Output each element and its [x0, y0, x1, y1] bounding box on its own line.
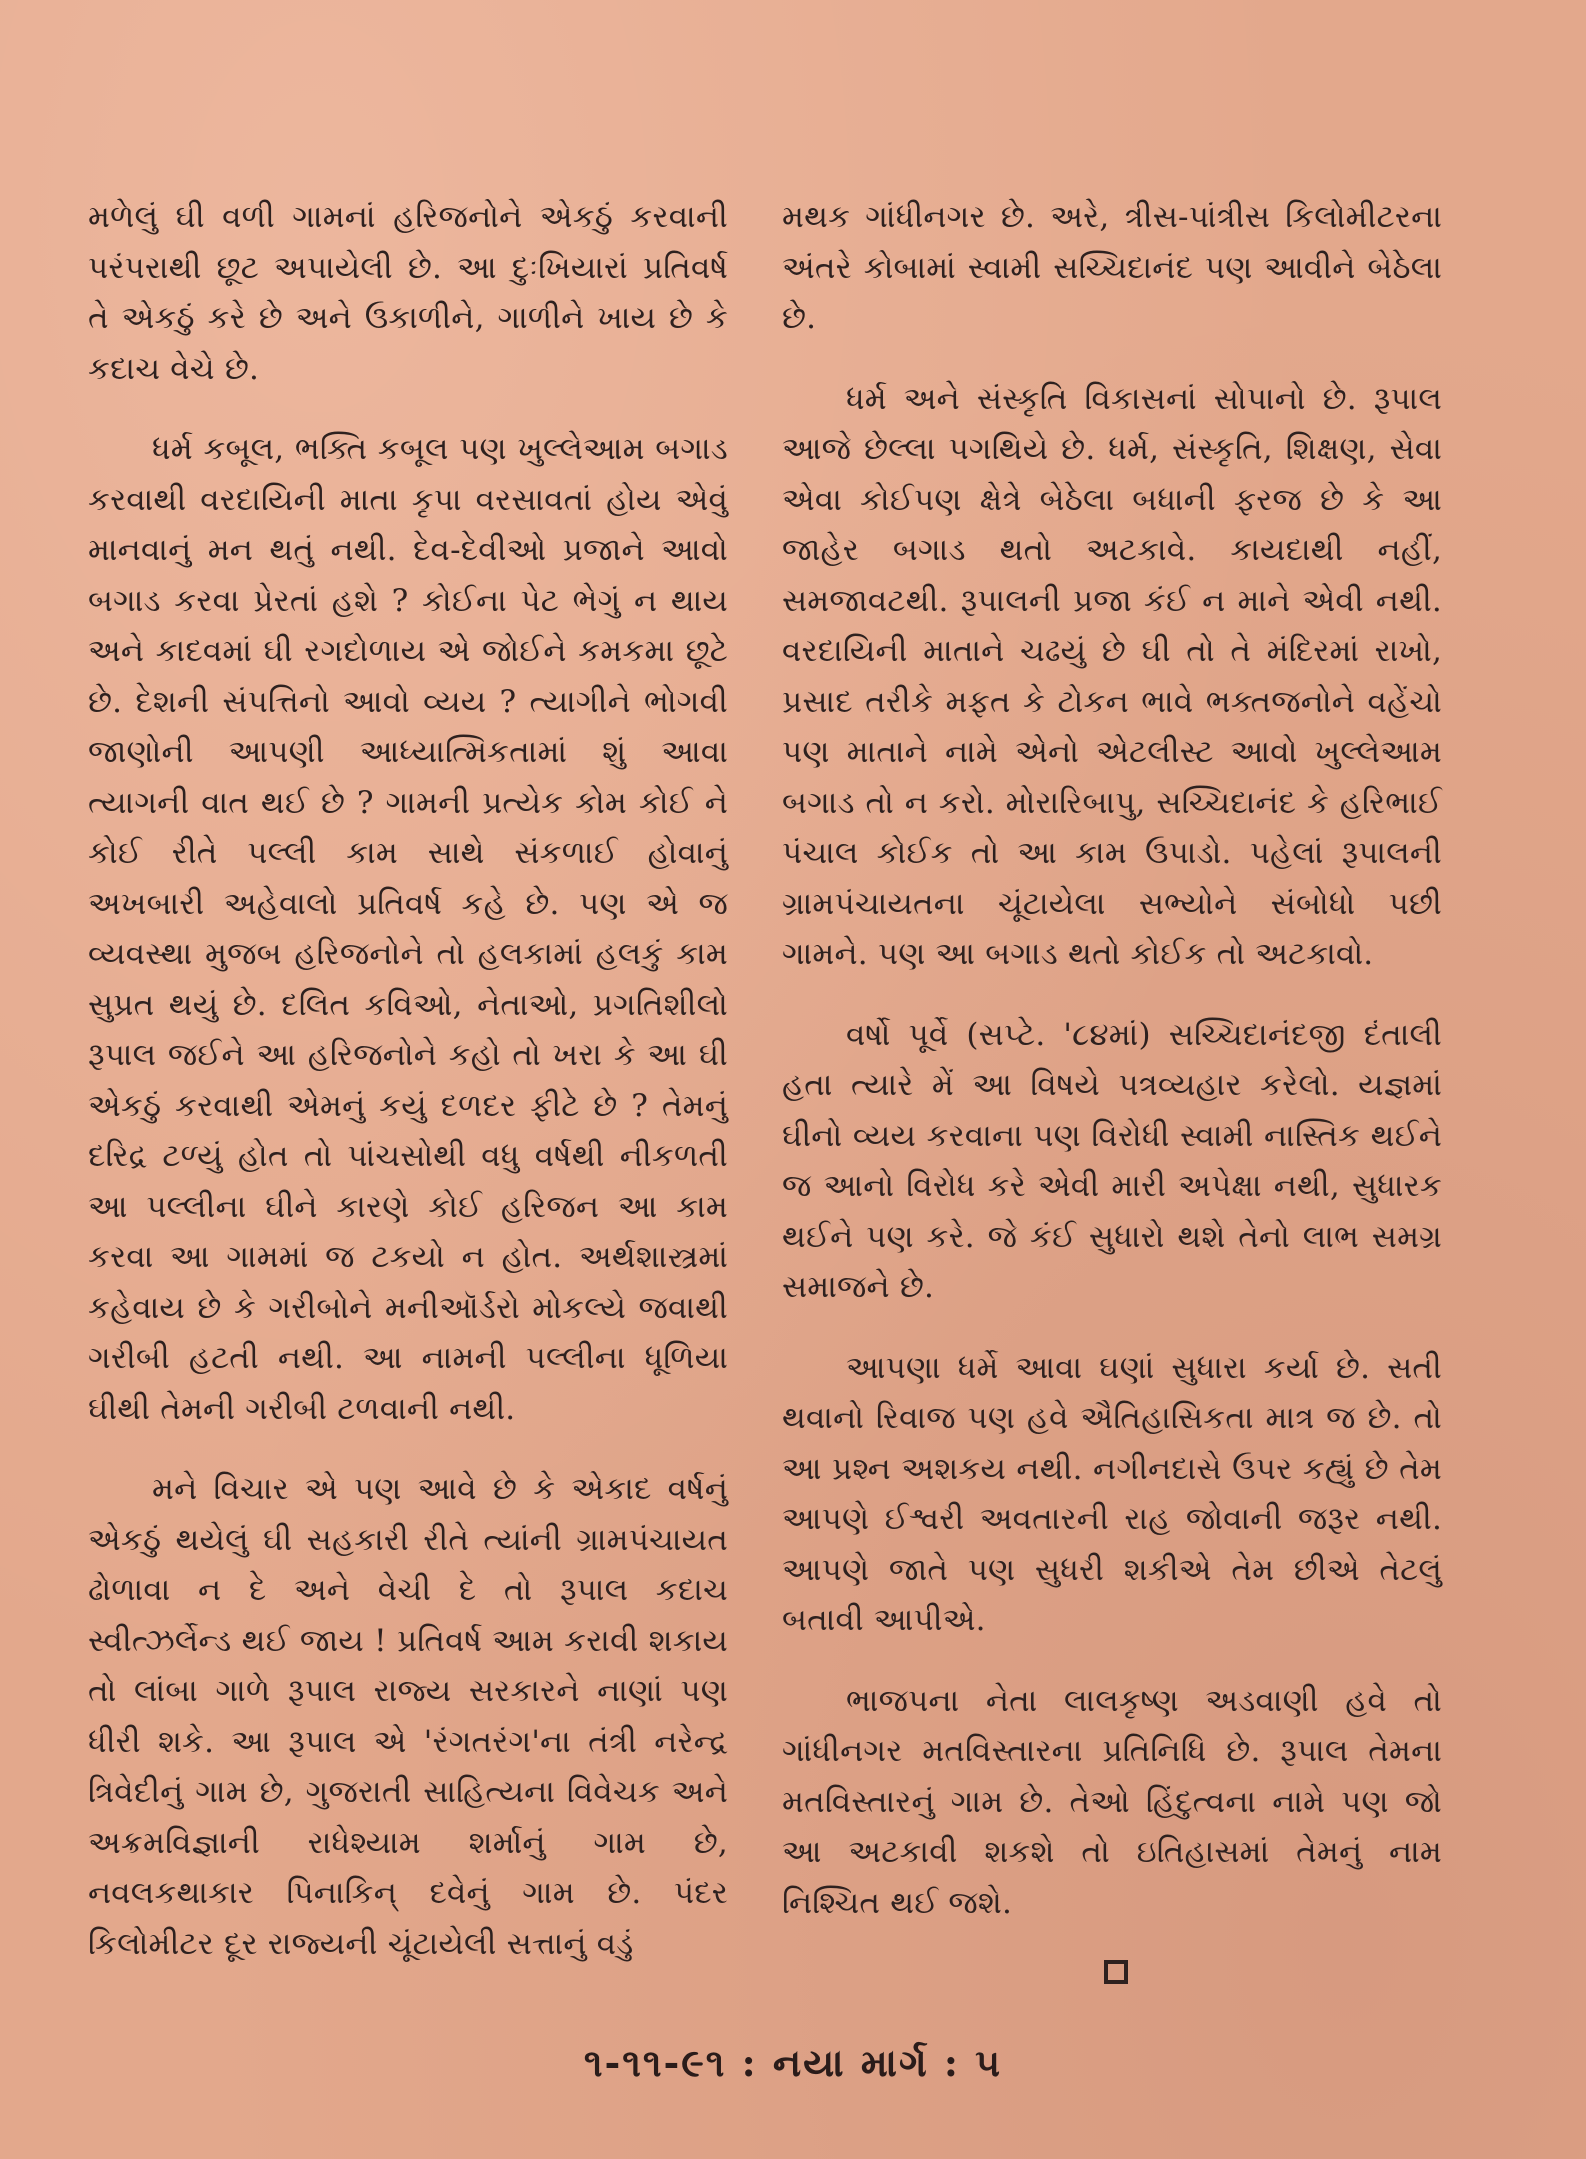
paragraph: મને વિચાર એ પણ આવે છે કે એકાદ વર્ષનું એકઠું થયેલું ઘી સહકારી રીતે ત્યાંની ગ્રામપંચાયત ઢોળાવા ન દે અને વેચી દે તો રૂપાલ કદાચ સ્વીત્ઝર્લેન્ડ થઈ જાય ! પ્રતિવર્ષ આમ કરાવી શકાય તો લાંબા ગાળે રૂપાલ રાજ્ય સરકારને નાણાં પણ ધીરી શકે. આ રૂપાલ એ 'રંગતરંગ'ના તંત્રી નરેન્દ્ર ત્રિવેદીનું ગામ છે, ગુજરાતી સાહિત્યના વિવેચક અને અક્રમવિજ્ઞાની રાધેશ્યામ શર્માનું ગામ છે, નવલકથાકાર પિનાકિન્ દવેનું ગામ છે. પંદર કિલોમીટર દૂર રાજ્યની ચૂંટાયેલી સત્તાનું વડું [88, 1471, 728, 1962]
paragraph: આપણા ધર્મે આવા ઘણાં સુધારા કર્યા છે. સતી થવાનો રિવાજ પણ હવે ઐતિહાસિકતા માત્ર જ છે. તો આ પ્રશ્ન અશકય નથી. નગીનદાસે ઉપર કહ્યું છે તેમ આપણે ઈશ્વરી અવતારની રાહ જોવાની જરૂર નથી. આપણે જાતે પણ સુધરી શકીએ તેમ છીએ તેટલું બતાવી આપીએ. [782, 1349, 1442, 1638]
paragraph: ભાજપના નેતા લાલકૃષ્ણ અડવાણી હવે તો ગાંધીનગર મતવિસ્તારના પ્રતિનિધિ છે. રૂપાલ તેમના મતવિસ્તારનું ગામ છે. તેઓ હિંદુત્વના નામે પણ જો આ અટકાવી શકશે તો ઇતિહાસમાં તેમનું નામ નિશ્ચિત થઈ જશે. [782, 1682, 1442, 1921]
paragraph: મળેલું ઘી વળી ગામનાં હરિજનોને એકઠું કરવાની પરંપરાથી છૂટ અપાયેલી છે. આ દુઃખિયારાં પ્રતિવર્ષ તે એકઠું કરે છે અને ઉકાળીને, ગાળીને ખાય છે કે કદાચ વેચે છે. [88, 199, 728, 387]
paragraph: ધર્મ કબૂલ, ભક્તિ કબૂલ પણ ખુલ્લેઆમ બગાડ કરવાથી વરદાયિની માતા કૃપા વરસાવતાં હોય એવું માનવાનું મન થતું નથી. દેવ-દેવીઓ પ્રજાને આવો બગાડ કરવા પ્રેરતાં હશે ? કોઈના પેટ ભેગું ન થાય અને કાદવમાં ઘી રગદોળાય એ જોઈને કમકમા છૂટે છે. દેશની સંપત્તિનો આવો વ્યય ? ત્યાગીને ભોગવી જાણોની આપણી આધ્યાત્મિકતામાં શું આવા ત્યાગની વાત થઈ છે ? ગામની પ્રત્યેક કોમ કોઈ ને કોઈ રીતે પલ્લી કામ સાથે સંકળાઈ હોવાનું અખબારી અહેવાલો પ્રતિવર્ષ કહે છે. પણ એ જ વ્યવસ્થા મુજબ હરિજનોને તો હલકામાં હલકું કામ સુપ્રત થયું છે. દલિત કવિઓ, નેતાઓ, પ્રગતિશીલો રૂપાલ જઈને આ હરિજનોને કહો તો ખરા કે આ ઘી એકઠું કરવાથી એમનું કયું દળદર ફીટે છે ? તેમનું દરિદ્ર ટળ્યું હોત તો પાંચસોથી વધુ વર્ષથી નીકળતી આ પલ્લીના ઘીને કારણે કોઈ હરિજન આ કામ કરવા આ ગામમાં જ ટકયો ન હોત. અર્થશાસ્ત્રમાં કહેવાય છે કે ગરીબોને મનીઑર્ડરો મોકલ્યે જવાથી ગરીબી હટતી નથી. આ નામની પલ્લીના ધૂળિયા ઘીથી તેમની ગરીબી ટળવાની નથી. [88, 431, 728, 1427]
page-footer: ૧-૧૧-૯૧ : નયા માર્ગ : ૫ [583, 2040, 1003, 2085]
right-column [782, 192, 1442, 1958]
paragraph: મથક ગાંધીનગર છે. અરે, ત્રીસ-પાંત્રીસ કિલોમીટરના અંતરે કોબામાં સ્વામી સચ્ચિદાનંદ પણ આવીને બેઠેલા છે. [782, 199, 1442, 336]
article-end-square-icon [1104, 1960, 1128, 1984]
paragraph: વર્ષો પૂર્વે (સપ્ટે. '૮૪માં) સચ્ચિદાનંદજી દંતાલી હતા ત્યારે મેં આ વિષયે પત્રવ્યહાર કરેલો. યજ્ઞમાં ઘીનો વ્યય કરવાના પણ વિરોધી સ્વામી નાસ્તિક થઈને જ આનો વિરોધ કરે એવી મારી અપેક્ષા નથી, સુધારક થઈને પણ કરે. જે કંઈ સુધારો થશે તેનો લાભ સમગ્ર સમાજને છે. [782, 1016, 1442, 1305]
left-column [88, 192, 728, 1999]
paragraph: ધર્મ અને સંસ્કૃતિ વિકાસનાં સોપાનો છે. રૂપાલ આજે છેલ્લા પગથિયે છે. ધર્મ, સંસ્કૃતિ, શિક્ષણ, સેવા એવા કોઈપણ ક્ષેત્રે બેઠેલા બધાની ફરજ છે કે આ જાહેર બગાડ થતો અટકાવે. કાયદાથી નહીં, સમજાવટથી. રૂપાલની પ્રજા કંઈ ન માને એવી નથી. વરદાયિની માતાને ચઢયું છે ઘી તો તે મંદિરમાં રાખો, પ્રસાદ તરીકે મફત કે ટોકન ભાવે ભક્તજનોને વહેંચો પણ માતાને નામે એનો એટલીસ્ટ આવો ખુલ્લેઆમ બગાડ તો ન કરો. મોરારિબાપુ, સચ્ચિદાનંદ કે હરિભાઈ પંચાલ કોઈક તો આ કામ ઉપાડો. પહેલાં રૂપાલની ગ્રામપંચાયતના ચૂંટાયેલા સભ્યોને સંબોધો પછી ગામને. પણ આ બગાડ થતો કોઈક તો અટકાવો. [782, 380, 1442, 972]
